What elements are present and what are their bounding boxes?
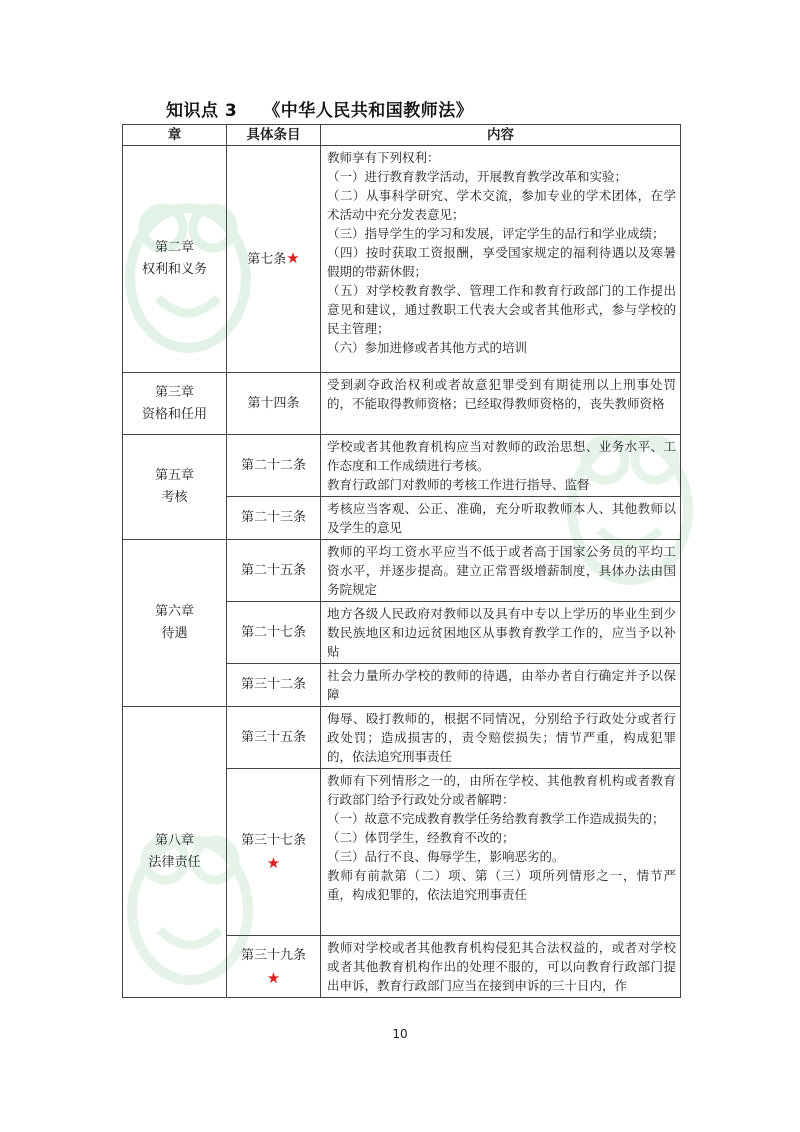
content-cell: [321, 540, 681, 602]
chapter-number: 第八章: [154, 833, 194, 848]
content-line: （六）参加进修或者其他方式的培训: [327, 340, 528, 355]
chapter-cell: [123, 146, 227, 373]
header-content: 内容: [321, 125, 681, 146]
content-cell: [321, 664, 681, 707]
article-cell: [227, 497, 321, 540]
heading-label: 知识点 3: [166, 101, 238, 121]
chapter-title: 权利和义务: [141, 262, 207, 277]
content-cell: [321, 602, 681, 664]
article-cell: [227, 707, 321, 769]
content-line: 教师享有下列权利：: [327, 150, 440, 165]
chapter-number: 第二章: [154, 240, 194, 255]
content-line: 考核应当客观、公正、准确，充分听取教师本人、其他教师以及学生的意见: [327, 501, 676, 535]
article-cell: [227, 146, 321, 373]
table-row: [123, 707, 681, 769]
article-label: 第二十三条: [240, 510, 306, 525]
content-line: 学校或者其他教育机构应当对教师的政治思想、业务水平、工作态度和工作成绩进行考核。: [327, 439, 676, 473]
table-row: [123, 146, 681, 373]
chapter-title: 资格和任用: [141, 406, 207, 422]
chapter-cell: [123, 373, 227, 435]
article-label: 第三十九条: [240, 947, 306, 963]
article-label: 第十四条: [247, 395, 300, 411]
chapter-cell: [123, 707, 227, 998]
article-cell: [227, 769, 321, 936]
chapter-cell: [123, 435, 227, 540]
content-line: （三）品行不良、侮辱学生，影响恶劣的。: [327, 849, 565, 864]
article-label: 第二十五条: [240, 562, 306, 578]
star-icon: ★: [266, 854, 281, 872]
content-line: （四）按时获取工资报酬，享受国家规定的福利待遇以及寒暑假期的带薪休假；: [327, 245, 676, 279]
article-cell: [227, 936, 321, 998]
content-cell: [321, 936, 681, 998]
content-cell: [321, 146, 681, 373]
content-cell: [321, 373, 681, 435]
content-line: （二）从事科学研究、学术交流，参加专业的学术团体，在学术活动中充分发表意见；: [327, 188, 676, 222]
chapter-number: 第五章: [154, 468, 194, 483]
content-line: 教师的平均工资水平应当不低于或者高于国家公务员的平均工资水平，并逐步提高。建立正常晋级增薪制度，具体办法由国务院规定: [327, 544, 676, 597]
law-table: [122, 124, 681, 998]
article-label: 第三十五条: [240, 729, 306, 745]
chapter-title: 待遇: [161, 626, 188, 641]
header-article: 具体条目: [227, 125, 321, 146]
content-line: 教育行政部门对教师的考核工作进行指导、监督: [327, 477, 590, 492]
article-label: 第二十二条: [240, 457, 306, 473]
article-cell: [227, 540, 321, 602]
article-cell: [227, 373, 321, 435]
chapter-cell: [123, 540, 227, 707]
content-line: （二）体罚学生，经教育不改的；: [327, 830, 515, 845]
content-cell: [321, 435, 681, 497]
article-label: 第三十七条: [240, 833, 306, 848]
chapter-number: 第三章: [154, 384, 194, 400]
content-cell: [321, 497, 681, 540]
header-chapter: 章: [123, 125, 227, 146]
table-row: [123, 540, 681, 602]
table-header-row: [123, 125, 681, 146]
content-line: 教师有前款第（二）项、第（三）项所列情形之一，情节严重，构成犯罪的，依法追究刑事责任: [327, 868, 676, 902]
content-line: （一）进行教育教学活动，开展教育教学改革和实验；: [327, 169, 628, 184]
content-line: 社会力量所办学校的教师的待遇，由举办者自行确定并予以保障: [327, 668, 676, 702]
chapter-title: 考核: [161, 490, 188, 505]
table-row: [123, 373, 681, 435]
star-icon: ★: [266, 968, 281, 987]
content-line: 侮辱、殴打教师的，根据不同情况，分别给予行政处分或者行政处罚；造成损害的，责令赔偿损失；情节严重，构成犯罪的，依法追究刑事责任: [327, 711, 676, 764]
article-label: 第三十二条: [240, 677, 306, 692]
article-cell: [227, 435, 321, 497]
content-line: 教师有下列情形之一的，由所在学校、其他教育机构或者教育行政部门给予行政处分或者解聘：: [327, 773, 676, 807]
content-line: （五）对学校教育教学、管理工作和教育行政部门的工作提出意见和建议，通过教职工代表大会或者其他形式，参与学校的民主管理；: [327, 283, 676, 336]
content-line: 教师对学校或者其他教育机构侵犯其合法权益的，或者对学校或者其他教育机构作出的处理不服的，可以向教育行政部门提出申诉，教育行政部门应当在接到申诉的三十日内，作: [327, 940, 676, 993]
content-cell: [321, 707, 681, 769]
content-line: （三）指导学生的学习和发展，评定学生的品行和学业成绩；: [327, 226, 665, 241]
article-label: 第七条: [247, 252, 287, 267]
table-row: [123, 435, 681, 497]
article-cell: [227, 602, 321, 664]
page-number: 10: [392, 1027, 408, 1041]
content-line: 受到剥夺政治权利或者故意犯罪受到有期徒刑以上刑事处罚的，不能取得教师资格；已经取得教师资格的，丧失教师资格: [327, 377, 676, 411]
chapter-title: 法律责任: [148, 855, 201, 870]
article-label: 第二十七条: [240, 624, 306, 640]
heading-title: 《中华人民共和国教师法》: [263, 101, 474, 121]
article-cell: [227, 664, 321, 707]
content-line: 地方各级人民政府对教师以及具有中专以上学历的毕业生到少数民族地区和边远贫困地区从事教育教学工作的，应当予以补贴: [327, 606, 676, 659]
chapter-number: 第六章: [154, 604, 194, 619]
star-icon: ★: [286, 249, 300, 267]
content-cell: [321, 769, 681, 936]
content-line: （一）故意不完成教育教学任务给教育教学工作造成损失的；: [327, 811, 665, 826]
section-heading: [166, 96, 473, 121]
